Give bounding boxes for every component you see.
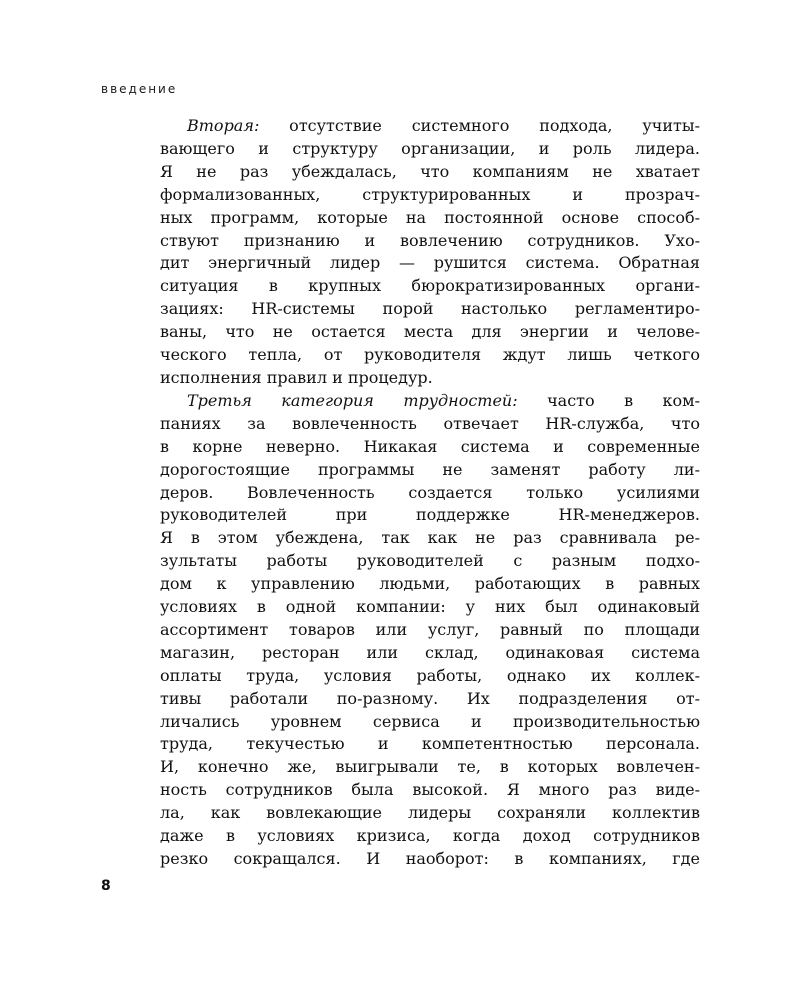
paragraph-line: Третья категория трудностей: часто в ком- bbox=[187, 390, 701, 410]
paragraph-line: ваны, что не остается места для энергии и челове- bbox=[160, 322, 700, 342]
paragraph-line: ческого тепла, от руководителя ждут лишь четкого bbox=[160, 345, 700, 365]
paragraph-lead-italic: Третья категория трудностей: bbox=[187, 390, 518, 410]
paragraph-line: личались уровнем сервиса и производительностью bbox=[160, 711, 700, 731]
paragraph-line: ла, как вовлекающие лидеры сохраняли коллектив bbox=[160, 803, 700, 823]
paragraph-line: ных программ, которые на постоянной основе способ- bbox=[160, 207, 700, 227]
paragraph-lead-italic: Вторая: bbox=[187, 116, 260, 135]
paragraph-line: тивы работали по-разному. Их подразделения от- bbox=[160, 688, 700, 708]
paragraph-line: ассортимент товаров или услуг, равный по площади bbox=[160, 619, 700, 639]
paragraph-line: ситуация в крупных бюрократизированных органи- bbox=[160, 276, 700, 296]
paragraph-line: ность сотрудников была высокой. Я много раз виде- bbox=[160, 780, 700, 800]
paragraph-line: руководителей при поддержке HR-менеджеров. bbox=[160, 505, 700, 525]
paragraph-third-difficulty bbox=[160, 390, 700, 871]
paragraph-line: оплаты труда, условия работы, однако их коллек- bbox=[160, 665, 700, 685]
paragraph-line: Я в этом убеждена, так как не раз сравнивала ре- bbox=[160, 528, 700, 548]
page-number: 8 bbox=[101, 878, 111, 894]
paragraph-line: магазин, ресторан или склад, одинаковая система bbox=[160, 642, 700, 662]
running-head: введение bbox=[101, 82, 178, 96]
paragraph-line: деров. Вовлеченность создается только усилиями bbox=[160, 482, 700, 502]
paragraph-line: ствуют признанию и вовлечению сотрудников. Ухо- bbox=[160, 230, 700, 250]
paragraph-line: дит энергичный лидер — рушится система. Обратная bbox=[160, 253, 700, 273]
paragraph-line: резко сокращался. И наоборот: в компаниях, где bbox=[160, 849, 700, 868]
paragraph-line: труда, текучестью и компетентностью персонала. bbox=[160, 734, 700, 754]
paragraph-line: даже в условиях кризиса, когда доход сотрудников bbox=[160, 826, 700, 846]
paragraph-line: Вторая: отсутствие системного подхода, учиты- bbox=[187, 116, 700, 135]
paragraph-line: в корне неверно. Никакая система и современные bbox=[160, 436, 700, 456]
paragraph-line: Я не раз убеждалась, что компаниям не хватает bbox=[160, 161, 700, 181]
paragraph-second-difficulty bbox=[160, 115, 700, 390]
paragraph-line: И, конечно же, выигрывали те, в которых вовлечен- bbox=[160, 757, 700, 777]
paragraph-line: дорогостоящие программы не заменят работу ли- bbox=[160, 459, 700, 479]
paragraph-line: условиях в одной компании: у них был одинаковый bbox=[160, 597, 700, 617]
paragraph-line: формализованных, структурированных и прозрач- bbox=[160, 184, 700, 204]
paragraph-line: паниях за вовлеченность отвечает HR-служба, что bbox=[160, 413, 700, 433]
paragraph-line: зультаты работы руководителей с разным подхо- bbox=[160, 551, 700, 571]
paragraph-line: вающего и структуру организации, и роль лидера. bbox=[160, 138, 700, 158]
paragraph-line: исполнения правил и процедур. bbox=[160, 367, 433, 387]
paragraph-line: зациях: HR-системы порой настолько регламентиро- bbox=[160, 299, 700, 319]
body-text bbox=[160, 115, 700, 871]
paragraph-line: дом к управлению людьми, работающих в равных bbox=[160, 574, 700, 594]
